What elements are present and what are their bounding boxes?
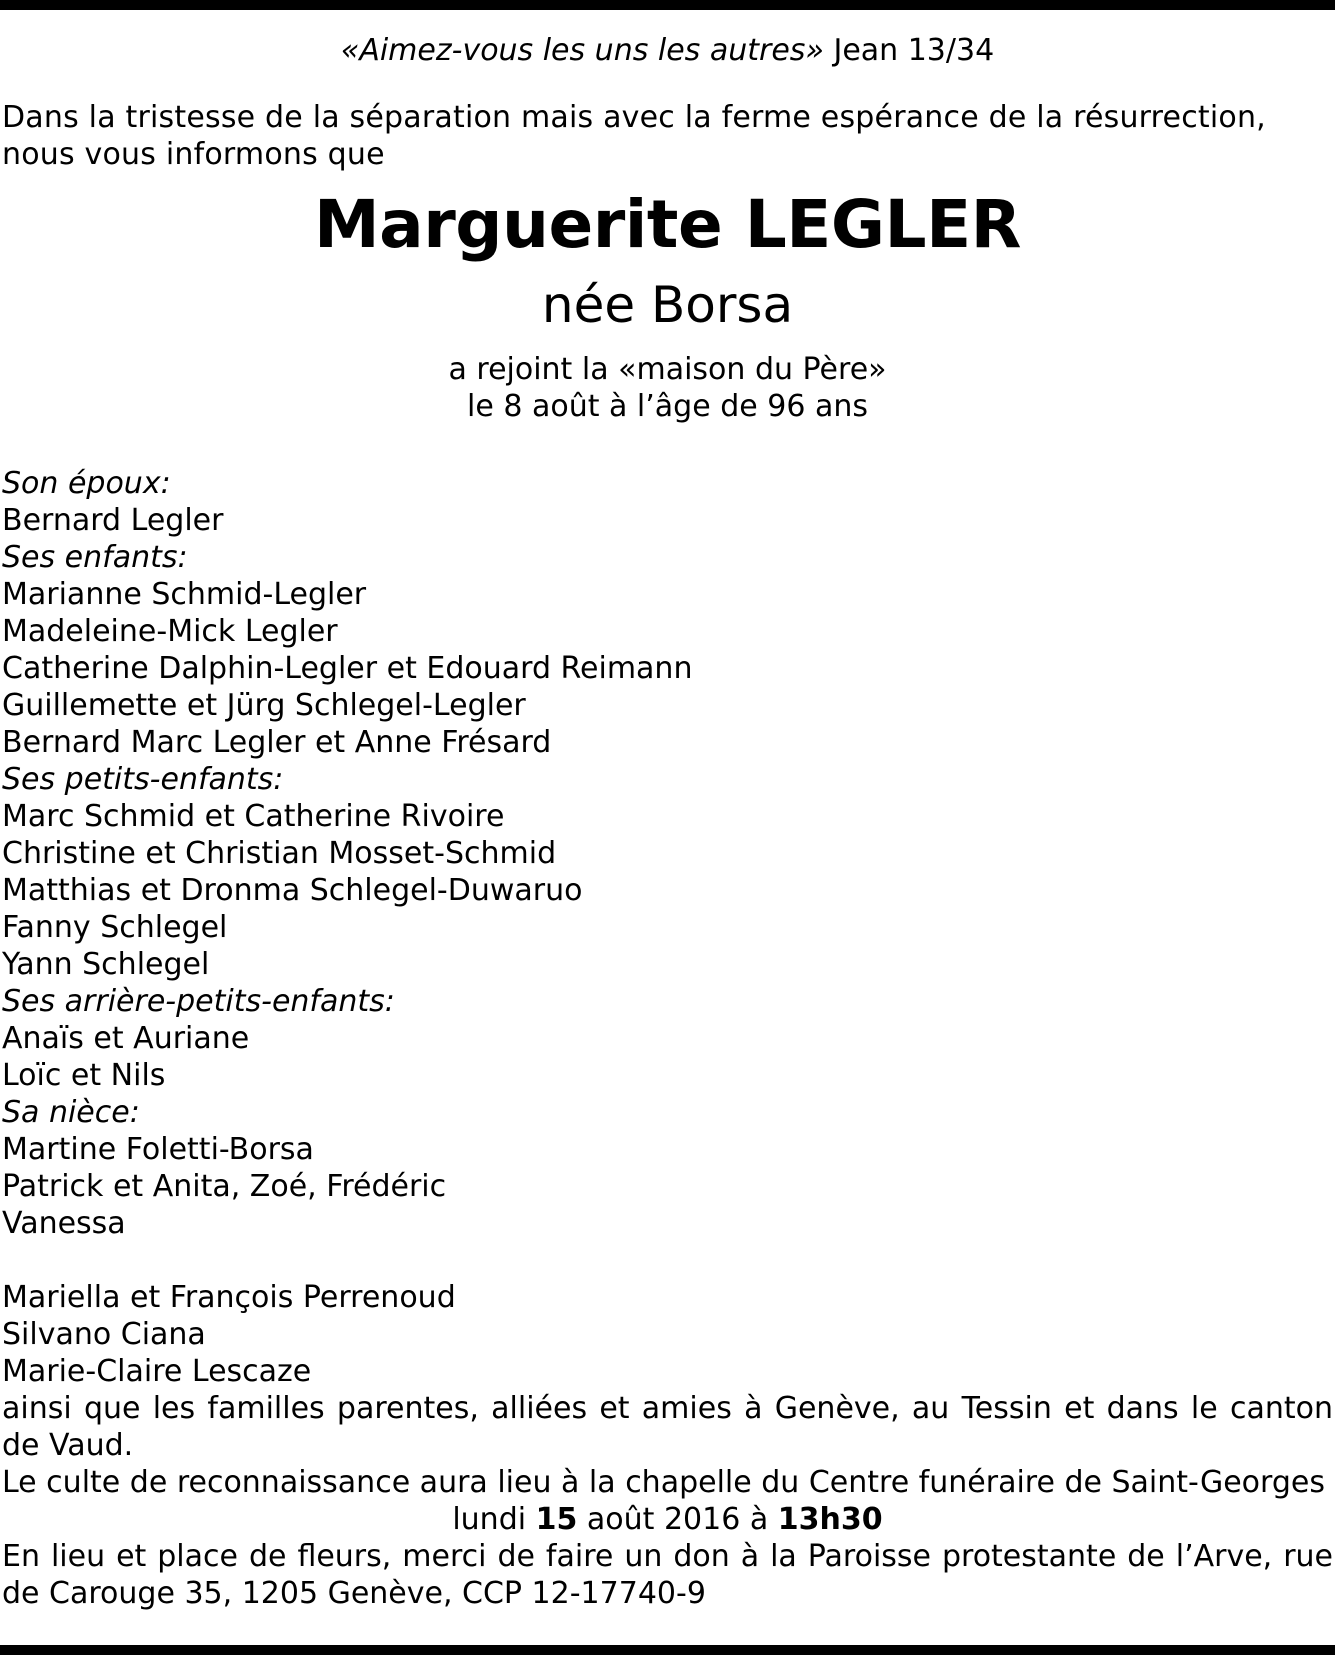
service-date: 15 — [535, 1502, 578, 1537]
service-day: lundi — [452, 1502, 527, 1537]
family-group-label: Son époux: — [2, 466, 171, 501]
family-member: Christine et Christian Mosset-Schmid — [2, 836, 557, 871]
family-group-label: Sa nièce: — [2, 1095, 140, 1130]
family-member: Martine Foletti-Borsa — [2, 1132, 314, 1167]
service-time: 13h30 — [777, 1502, 883, 1537]
family-member: Anaïs et Auriane — [2, 1021, 250, 1056]
family-member: Bernard Legler — [2, 503, 224, 538]
families-text: ainsi que les familles parentes, alliées et amies à Genève, au Tessin et dans le canton de Vaud. — [2, 1391, 1333, 1463]
family-member: Fanny Schlegel — [2, 910, 228, 945]
top-rule — [0, 0, 1335, 10]
family-list — [2, 465, 1333, 1242]
family-member: Patrick et Anita, Zoé, Frédéric — [2, 1169, 447, 1204]
bottom-rule — [0, 1645, 1335, 1655]
epigraph-reference: Jean 13/34 — [833, 33, 995, 68]
death-announcement — [2, 351, 1333, 425]
family-member: Marc Schmid et Catherine Rivoire — [2, 799, 505, 834]
other-mourners — [2, 1279, 1333, 1390]
family-member: Bernard Marc Legler et Anne Frésard — [2, 725, 552, 760]
mourner-name: Mariella et François Perrenoud — [2, 1280, 456, 1315]
donation-text: En lieu et place de fleurs, merci de faire un don à la Paroisse protestante de l’Arve, rue de Carouge 35, 1205 Genève, CCP 12-17740-9 — [2, 1539, 1333, 1611]
family-member: Catherine Dalphin-Legler et Edouard Reimann — [2, 651, 693, 686]
announcement-line: a rejoint la «maison du Père» — [448, 352, 887, 387]
family-member: Yann Schlegel — [2, 947, 210, 982]
family-member: Madeleine-Mick Legler — [2, 614, 338, 649]
family-member: Matthias et Dronma Schlegel-Duwaruo — [2, 873, 583, 908]
epigraph-quote: «Aimez-vous les uns les autres» — [340, 33, 824, 68]
family-group-label: Ses enfants: — [2, 540, 188, 575]
deceased-name: Marguerite LEGLER — [314, 186, 1021, 263]
family-member: Vanessa — [2, 1206, 126, 1241]
intro-text: Dans la tristesse de la séparation mais avec la ferme espérance de la résurrection, nous vous informons que — [2, 100, 1266, 172]
mourner-name: Silvano Ciana — [2, 1317, 206, 1352]
obituary-notice — [0, 10, 1335, 1612]
service-info: Le culte de reconnaissance aura lieu à la chapelle du Centre funéraire de Saint-Georges — [2, 1465, 1325, 1500]
service-datetime — [2, 1501, 1333, 1538]
family-member: Loïc et Nils — [2, 1058, 166, 1093]
family-group-label: Ses petits-enfants: — [2, 762, 284, 797]
maiden-name: née Borsa — [541, 276, 794, 334]
service-month-year: août 2016 à — [586, 1502, 769, 1537]
mourner-name: Marie-Claire Lescaze — [2, 1354, 312, 1389]
epigraph — [2, 32, 1333, 69]
announcement-line: le 8 août à l’âge de 96 ans — [467, 389, 868, 424]
family-member: Guillemette et Jürg Schlegel-Legler — [2, 688, 526, 723]
family-group-label: Ses arrière-petits-enfants: — [2, 984, 395, 1019]
family-member: Marianne Schmid-Legler — [2, 577, 367, 612]
